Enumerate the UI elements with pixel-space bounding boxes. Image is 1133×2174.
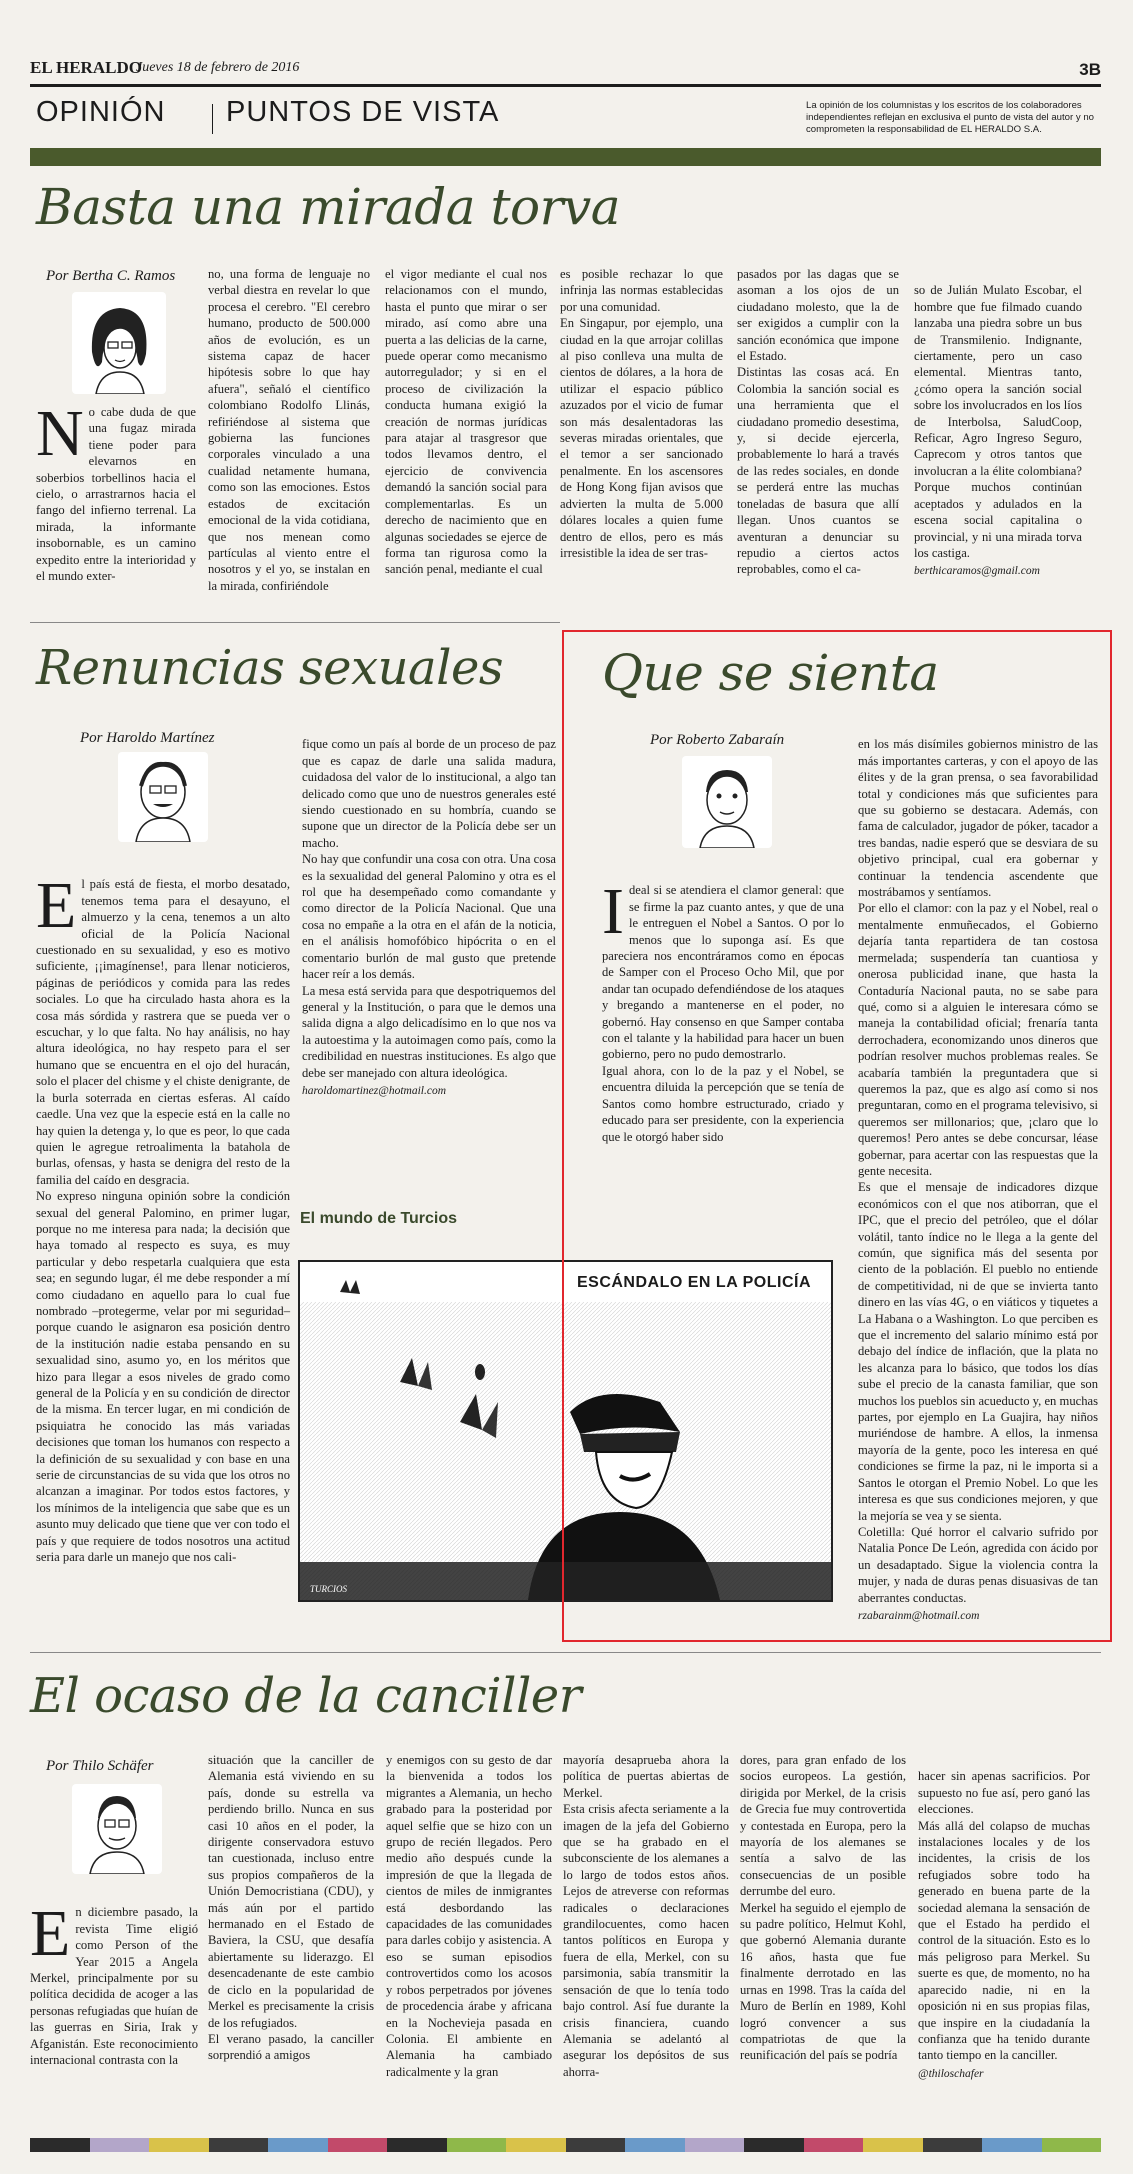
subsection-title: PUNTOS DE VISTA [226, 96, 500, 128]
cartoon-section-title: El mundo de Turcios [300, 1210, 458, 1227]
masthead-paper-name: EL HERALDO [30, 58, 142, 77]
article3-bottom-rule [30, 1652, 1101, 1653]
article3-dropcap: I [602, 875, 624, 949]
cartoon-caption: ESCÁNDALO EN LA POLICÍA [576, 1274, 811, 1291]
article2-email[interactable]: haroldomartinez@hotmail.com [302, 1084, 446, 1097]
article4-col1: En diciembre pasado, la revista Time eligió como Person of the Year 2015 a Angela Merkel, principalmente por su política decidida de acoger a las personas refugiadas que huían de las guerras en Siria, Irak y Afganistán. Este reconocimiento internacional contrasta con la [30, 1897, 198, 2068]
masthead-date: Jueves 18 de febrero de 2016 [136, 60, 300, 75]
article1-col4: es posible rechazar lo que infrinja las normas establecidas por una comunidad. En Singapur, por ejemplo, una ciudad en la que arrojar colillas al piso conlleva una multa de cientos de dólares, a la hora de utilizar el espacio público azuzados por el vicio de fumar son más desalentadoras las severas miradas orientales, que el temor a ser sancionado penalmente. En los ascensores de Hong Kong fijan avisos que advierten la multa de 5.000 dólares locales a quien fume dentro de ellos, pero es más irresistible la idea de ser tras- [560, 267, 723, 560]
article1-dropcap: N [36, 397, 84, 470]
author-portrait-thilo [72, 1784, 162, 1874]
article4-col4: mayoría desaprueba ahora la política de puertas abiertas de Merkel. Esta crisis afecta seriamente a la imagen de la jefa del Gobierno que se ha grabado en el subconsciente de los alemanes a lo largo de todos estos años. Lejos de atreverse con reformas radicales o declaraciones grandilocuentes, como hacen tantos políticos en Europa y fuera de ella, Merkel, con su parsimonia, sabía transmitir la sensación de que lo tenía todo bajo control. Así fue durante la crisis financiera, cuando Alemania se adelantó al asegurar los depósitos de sus ahorra- [563, 1753, 729, 2079]
article4-dropcap: E [30, 1897, 71, 1971]
page-number: 3B [1079, 60, 1101, 79]
article2-dropcap: E [36, 869, 77, 943]
article1-col3: el vigor mediante el cual nos relacionamos con el mundo, hasta el punto que mirar o ser mirado, así como abre una puerta a las delicias de la carne, puede operar como mecanismo autorregulador; y si en el proceso de civilización la conducta humana exigió la creación de normas jurídicas para atajar al trasgresor que todos llevamos dentro, el ejercicio de convivencia demandó la sanción social para complementarlas. Es un derecho de nacimiento que en algunas sociedades se ejerce de forma tan rigurosa como la sanción penal, mediante el cual [385, 267, 547, 577]
article1-col6: so de Julián Mulato Escobar, el hombre que fue filmado cuando lanzaba una piedra sobre un bus de Transmilenio. Indignante, ciertamente, pero un caso elemental. Mientras tanto, ¿cómo opera la sanción social sobre los involucrados en los líos de Interbolsa, SaludCoop, Reficar, Agro Ingreso Seguro, Caprecom y otros tantos que involucran a la élite colombiana? Porque muchos continúan aceptados y adulados en la escena social capitalina o provincial, y ni una mirada torva los castiga. berthicaramos@gmail.com [914, 266, 1082, 596]
print-color-bar [30, 2138, 1101, 2152]
article3-col1: Ideal si se atendiera el clamor general: que se firme la paz cuanto antes, y que de una le entreguen el Nobel a Santos. O por lo menos que lo suponga así. Es que pareciera nos encontráramos como en épocas de Samper con el Proceso Ocho Mil, que por andar tan ocupado defendiéndose de los ataques y bregando a mantenerse en el poder, no gobernó. Hay consenso en que Samper contaba con el talante y la habilidad para hacer un buen gobierno, pero no pudo demostrarlo. Igual ahora, con lo de la paz y el Nobel, se encuentra diluida la percepción que se tenía de Santos como hombre estructurado, criado y educado para ser presidente, con la experiencia que le otorgó haber sido [602, 875, 844, 1144]
author-portrait-haroldo [118, 752, 208, 842]
article3-col2: en los más disímiles gobiernos ministro de las más importantes carteras, y con el apoyo de las élites y de la gran prensa, o sea favorabilidad total y condiciones más que suficientes para que su gobierno se destacara. Además, con fama de calculador, jugador de póker, tacador a tres bandas, nadie esperó que se desviara de su objetivo principal, cual era gobernar y continuar la tendencia ascendente que mostrábamos y sentíamos. Por ello el clamor: con la paz y el Nobel, real o mentalmente enmuñecados, el Gobierno dejaría tanta repartidera de tan costosa mermelada; suspendería tan cuantiosa y onerosa publicidad inane, que hasta la Contaduría Nacional pauta, no se sabe para qué, como si a alguien le interesara cómo se maneja la contabilidad oficial; frenaría tanta derrochadera, economizando unos dineros que podrían resolver muchos problemas reales. Se acabaría también la preguntadera que si queremos la paz, que es algo así como si nos preguntaran, como en el programa televisivo, si queremos ser millonarios; que, ¡claro que lo queremos! Pero antes se debe concursar, léase gobernar, para acertar con las respuestas que la gente necesita. Es que el mensaje de indicadores dizque económicos con el que nos atiborran, que el IPC, que el precio del petróleo, que el dólar volátil, tanto índice no le llega a la gente del común, que significa más del sesenta por ciento de la población. El pueblo no entiende de competitividad, ni de que se invierta tanto dinero en las vías 4G, o en viáticos y tiquetes a La Habana o a Washington. Lo que perciben es que el incremento del salario mínimo está por debajo del índice de inflación, que la plata no les alcanza para lo básico, que todos los días sube el precio de la canasta familiar, que son muchos los pueblos sin acueducto y, en muchas partes, por ejemplo en La Guajira, hay niños muriéndose de hambre. A ellos, la inmensa mayoría de la gente, poco les interesa en qué condiciones se firme la paz, ni le importa si a Santos le otorgan el Premio Nobel. Lo que les interesa es que sus condiciones mejoren, y que la mejoría se vea y se sienta. Coletilla: Qué horror el calvario sufrido por Natalia Ponce De León, agredida con ácido por un desadaptado. Sigue la violencia contra la mujer, y nada de duras penas disuasivas de tan aberrantes conductas. rzabarainm@hotmail.com [858, 720, 1098, 1641]
accent-bar [30, 148, 1101, 166]
article2-col1: El país está de fiesta, el morbo desatado, tenemos tema para el desayuno, el almuerzo y la cena, tenemos a un alto oficial de la Policía Nacional cuestionado en su sexualidad, y eso es motivo suficiente, ¡¡imagínense!, para llenar noticieros, páginas de periódicos y comida para las redes sociales. Lo que ha circulado hasta ahora es la cosa más sórdida y rastrera que se pueda ver o escuchar, y lo que falta. No hay análisis, no hay altura ideológica, no hay respeto para el ser humano que se encuentra en el ojo del huracán, solo el placer del chisme y el chiste denigrante, de la burla soterrada en ciertas esferas. Al caído caedle. Una vez que la especie está en la calle no hay quien la detenga y, lo que es peor, lo que cada quien le agregue retroalimenta la batahola de burlas, ofensas, y hasta se denigra del resto de la familia del caído en desgracia. No expreso ninguna opinión sobre la condición sexual del general Palomino, en primer lugar, porque no me interesa para nada; la decisión que haya tomado al respecto es suya, es muy particular y debo respetarla cualquiera que esta sea; en segundo lugar, él me debe responder a mí como ciudadano en aquello para lo cual fue nombrado –protegerme, velar por mi seguridad– porque cuando le asignaron esa posición dentro de la institución nadie estaba pensando en su sexualidad sino, asumo yo, en los méritos que hizo para llegar a esos niveles de grado como general de la Policía y en su condición de director de la misma. En tercer lugar, en mi condición de psiquiatra he conocido las más variadas decisiones que toman los humanos con respecto a la definición de su sexualidad y con base en una serie de circunstancias de su vida que los otros no alcanzan a imaginar. Por todos estos factores, y los mínimos de la inteligencia que sabe que es un asunto muy delicado que tiene que ver con todo el país y que requiere de todos nosotros una actitud seria para darle un manejo que nos cali- [36, 869, 290, 1565]
article4-byline: Por Thilo Schäfer [46, 1758, 154, 1774]
article1-bottom-rule [30, 622, 560, 623]
article4-headline: El ocaso de la canciller [30, 1668, 582, 1724]
cartoon-signature: TURCIOS [310, 1584, 348, 1594]
author-portrait-roberto [682, 756, 772, 848]
article1-col2: no, una forma de lenguaje no verbal diestra en revelar lo que procesa el cerebro. "El cerebro humano, producto de 500.000 años de evolución, es un sistema capaz de hacer hipótesis sobre lo que hay afuera", señaló el científico colombiano Rodolfo Llinás, refiriéndose al sistema que gobierna las funciones corporales vinculado a una cualidad netamente humana, como son las emociones. Estos estados de excitación emocional de la vida cotidiana, que nos menean como partículas al viento entre el nosotros y el yo, se instalan en la mirada, confiriéndole [208, 267, 370, 593]
article1-email[interactable]: berthicaramos@gmail.com [914, 565, 1040, 578]
article3-byline: Por Roberto Zabaraín [650, 732, 785, 748]
article1-byline: Por Bertha C. Ramos [46, 268, 176, 284]
article4-col2: situación que la canciller de Alemania está viviendo en su país, donde su estrella va perdiendo brillo. Nunca en sus casi 10 años en el poder, la dirigente conservadora estuvo tan cuestionada, incluso entre sus propios compañeros de la Unión Democristiana (CDU), y más aún por el partido hermanado en el Estado de Baviera, la CSU, que desafía abiertamente su liderazgo. El desencadenante de este cambio de ciclo en la popularidad de Merkel es precisamente la crisis de los refugiados. El verano pasado, la canciller sorprendió a amigos [208, 1753, 374, 2063]
disclaimer: La opinión de los columnistas y los escritos de los colaboradores independientes reflejan en exclusiva el punto de vista del autor y no comprometen la responsabilidad de EL HERALDO S.A. [806, 100, 1095, 135]
article3-headline: Que se sienta [602, 644, 939, 702]
article2-byline: Por Haroldo Martínez [80, 730, 215, 746]
article4-col6: hacer sin apenas sacrificios. Por supuesto no fue así, pero ganó las elecciones. Más allá del colapso de muchas instalaciones locales y de los incidentes, la crisis de los refugiados sobre todo ha generado en buena parte de la sociedad alemana la sensación de que el Estado ha perdido el control de la situación. Esto es lo más peligroso para Merkel. Su suerte es que, de momento, no ha aparecido nadie, ni en la oposición ni en sus propias filas, que inspire en la ciudadanía la confianza que ha tenido durante tanto tiempo en la canciller. @thiloschafer [918, 1752, 1090, 2099]
masthead-rule [30, 84, 1101, 87]
article4-email[interactable]: @thiloschafer [918, 2067, 984, 2080]
author-portrait-bertha [72, 292, 166, 394]
section-divider [212, 104, 213, 134]
article1-col5: pasados por las dagas que se asoman a los ojos de un ciudadano molesto, que la de ser exigidos a cumplir con la sanción económica que impone el Estado. Distintas las cosas acá. En Colombia la sanción social es una herramienta que el ciudadano promedio desestima, y, si decide ejercerla, probablemente lo hará a través de las redes sociales, en donde se perderá entre las muchas toneladas de basura que allí llegan. Unos cuantos se aventuran a denunciar su repudio a ciertos actos reprobables, como el ca- [737, 267, 899, 577]
article1-headline: Basta una mirada torva [36, 178, 621, 236]
article1-col1: No cabe duda de que una fugaz mirada tiene poder para elevarnos en soberbios torbellinos hacia el cielo, o arrastrarnos hacia el fango del infierno terrenal. La mirada, la informante insobornable, es un camino expedito entre la interioridad y el mundo exter- [36, 397, 196, 584]
article2-headline: Renuncias sexuales [36, 640, 504, 696]
section-title: OPINIÓN [36, 96, 166, 128]
article2-col2: fique como un país al borde de un proceso de paz que es capaz de darle una salida madura, cuidadosa del valor de lo institucional, a algo tan delicado como que uno de nuestros generales esté siendo cuestionado en su hombría, cuando se supone que un director de la Policía debe ser un macho. No hay que confundir una cosa con otra. Una cosa es la sexualidad del general Palomino y otra es el rol que ha desempeñado como comandante y como director de la Policía Nacional. Que una cosa no empañe a la otra en el afán de la noticia, en el análisis homofóbico hipócrita o en el comentario burlón de mal gusto que pretende hacer reír a los demás. La mesa está servida para que despotriquemos del general y la Institución, o para que le demos una salida digna a algo delicadísimo en lo que nos va la autoestima y la autoimagen como país, como la credibilidad en nuestras instituciones. Es algo que debe ser manejado con altura ideológica. haroldomartinez@hotmail.com [302, 720, 556, 1116]
article4-col5: dores, para gran enfado de los socios europeos. La gestión, dirigida por Merkel, de la crisis de Grecia fue muy controvertida y contestada en Europa, pero la mayoría de los alemanes se sentía a salvo de las consecuencias de un posible derrumbe del euro. Merkel ha seguido el ejemplo de su padre político, Helmut Kohl, que gobernó Alemania durante 16 años, hasta que fue finalmente derrotado en las urnas en 1998. Tras la caída del Muro de Berlín en 1989, Kohl logró convencer a sus compatriotas de que la reunificación del país se podría [740, 1753, 906, 2063]
article4-col3: y enemigos con su gesto de dar la bienvenida a todos los migrantes a Alemania, un hecho grabado para la posteridad por aquel selfie que se hizo con un grupo de recién llegados. Pero medio año después cunde la impresión de que la llegada de cientos de miles de inmigrantes está desbordando las capacidades de las comunidades para darles cobijo y asistencia. A eso se suman episodios controvertidos como los acosos y robos perpetrados por jóvenes de procedencia árabe y africana en la Nochevieja pasada en Colonia. El ambiente en Alemania ha cambiado radicalmente y la gran [386, 1753, 552, 2079]
article3-email[interactable]: rzabarainm@hotmail.com [858, 1609, 980, 1622]
